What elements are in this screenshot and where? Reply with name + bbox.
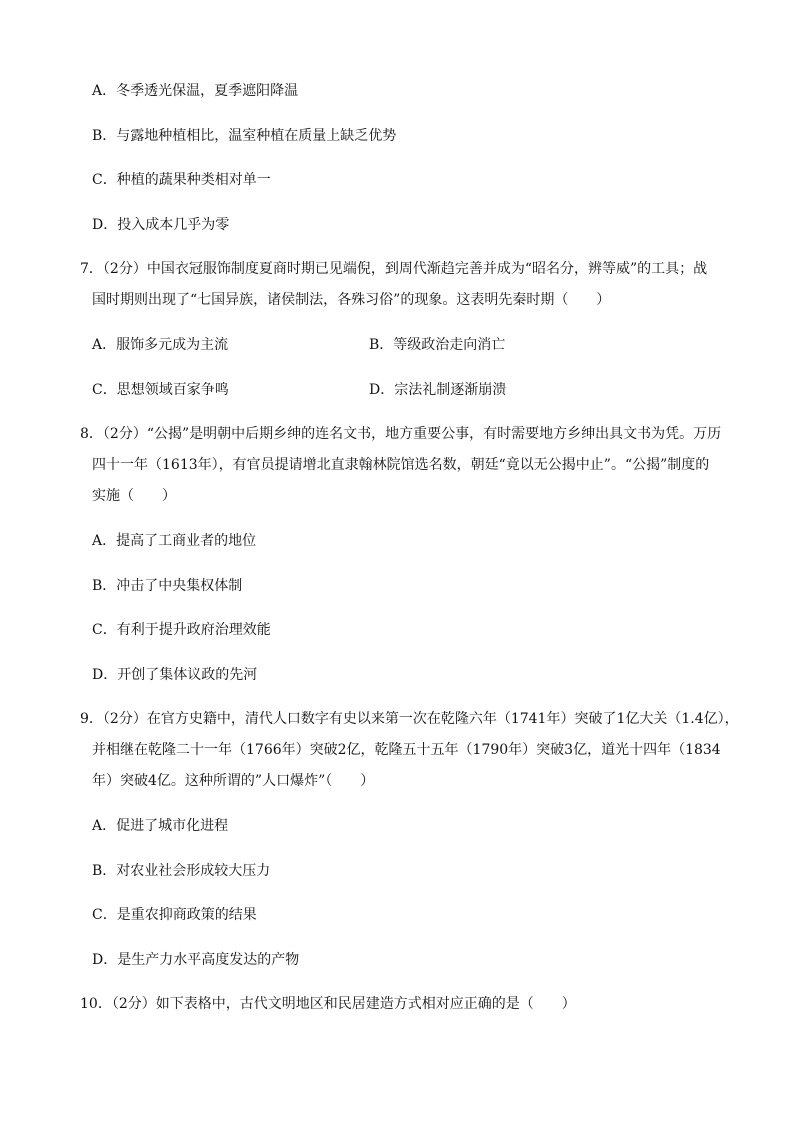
q6-option-d: D．投入成本几乎为零 [92,217,230,233]
q9-option-d: D．是生产力水平高度发达的产物 [92,952,300,968]
q9-option-b: B．对农业社会形成较大压力 [92,863,271,879]
q9-stem-line-2: 并相继在乾隆二十一年（1766年）突破2亿，乾隆五十五年（1790年）突破3亿，道光十四年（1834 [92,742,721,758]
q8-stem-line-2: 四十一年（1613年），有官员提请增北直隶翰林院馆选名数，朝廷“竟以无公揭中止”。“公揭”制度的 [92,457,710,473]
q7-stem-line-1: 7．（2分）中国衣冠服饰制度夏商时期已见端倪，到周代渐趋完善并成为“昭名分，辨等威”的工具；战 [80,261,708,277]
q7-option-b: B．等级政治走向消亡 [369,337,506,353]
q8-option-b: B．冲击了中央集权体制 [92,578,243,594]
q9-option-a: A．促进了城市化进程 [92,818,229,834]
q6-option-a: A．冬季透光保温，夏季遮阳降温 [92,83,299,99]
q9-stem-line-3: 年）突破4亿。这种所谓的”人口爆炸”（ ） [92,773,375,789]
q7-option-a: A．服饰多元成为主流 [92,337,229,353]
q6-option-c: C．种植的蔬果种类相对单一 [92,172,271,188]
q8-stem-line-1: 8．（2分）“公揭”是明朝中后期乡绅的连名文书，地方重要公事，有时需要地方乡绅出具文书为凭。万历 [80,426,722,442]
q7-stem-line-2: 国时期则出现了“七国异族，诸侯制法，各殊习俗”的现象。这表明先秦时期（ ） [92,292,611,308]
q7-option-c: C．思想领域百家争鸣 [92,382,229,398]
q6-option-b: B．与露地种植相比，温室种植在质量上缺乏优势 [92,128,397,144]
q8-option-c: C．有利于提升政府治理效能 [92,622,271,638]
q8-option-d: D．开创了集体议政的先河 [92,667,258,683]
q9-option-c: C．是重农抑商政策的结果 [92,907,257,923]
q8-option-a: A．提高了工商业者的地位 [92,533,257,549]
q9-stem-line-1: 9．（2分）在官方史籍中，清代人口数字有史以来第一次在乾隆六年（1741年）突破了1亿大关（1.4亿）， [80,711,739,727]
q8-stem-line-3: 实施（ ） [92,488,176,504]
q7-option-d: D．宗法礼制逐渐崩溃 [369,382,507,398]
q10-stem-line-1: 10．（2分）如下表格中，古代文明地区和民居建造方式相对应正确的是（ ） [80,996,576,1012]
